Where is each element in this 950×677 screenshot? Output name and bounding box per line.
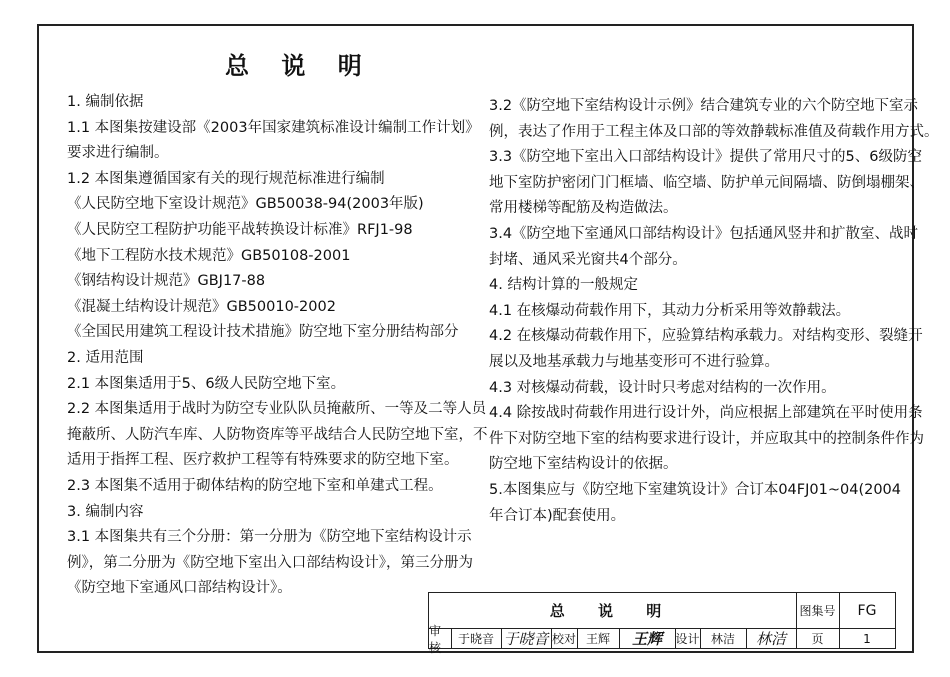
text-line: 例，表达了作用于工程主体及口部的等效静载标准值及荷载作用方式。 [489,123,939,140]
text-line: 5.本图集应与《防空地下室建筑设计》合订本04FJ01~04(2004 [489,481,902,498]
text-line: 展以及地基承载力与地基变形可不进行验算。 [489,353,779,370]
text-line: 例》，第二分册为《防空地下室出入口部结构设计》，第三分册为 [67,554,473,571]
text-line: 地下室防护密闭门门框墙、临空墙、防护单元间隔墙、防倒塌棚架、 [489,174,924,191]
text-line: 3.4《防空地下室通风口部结构设计》包括通风竖井和扩散室、战时 [489,225,919,242]
reviewer-signature: 于晓音 [503,630,549,648]
atlas-no-label: 图集号 [799,604,836,618]
text-line: 件下对防空地下室的结构要求进行设计，并应取其中的控制条件作为 [489,430,924,447]
text-line: 1. 编制依据 [67,94,144,110]
title-block [428,592,896,655]
text-line: 《人民防空地下室设计规范》GB50038-94(2003年版) [67,196,424,213]
text-line: 3.1 本图集共有三个分册：第一分册为《防空地下室结构设计示 [67,529,472,546]
page-title: 总 说 明 [225,52,374,80]
designer-name: 林洁 [710,632,735,646]
text-line: 2. 适用范围 [67,349,144,366]
text-line: 4.2 在核爆动荷载作用下，应验算结构承载力。对结构变形、裂缝开 [489,328,923,345]
text-line: 封堵、通风采光窗共4个部分。 [489,251,687,268]
right-column [489,94,939,529]
text-line: 2.3 本图集不适用于砌体结构的防空地下室和单建式工程。 [67,477,443,494]
sheet-title: 总 说 明 [549,602,676,620]
text-line: 年合订本)配套使用。 [489,507,626,524]
text-line: 掩蔽所、人防汽车库、人防物资库等平战结合人民防空地下室，不 [67,426,488,443]
text-line: 2.2 本图集适用于战时为防空专业队队员掩蔽所、一等及二等人员 [67,401,487,418]
checker-name: 王辉 [585,632,610,646]
text-line: 《防空地下室通风口部结构设计》。 [67,580,292,597]
text-line: 4.1 在核爆动荷载作用下，其动力分析采用等效静载法。 [489,302,851,319]
text-line: 4. 结构计算的一般规定 [489,277,638,294]
page-number: 1 [863,631,871,646]
text-line: 4.3 对核爆动荷载，设计时只考虑对结构的一次作用。 [489,379,836,396]
reviewer-name: 于晓音 [457,632,494,646]
check-label: 校对 [551,632,576,646]
left-column [67,90,488,602]
text-line: 3.2《防空地下室结构设计示例》结合建筑专业的六个防空地下室示 [489,98,919,114]
atlas-no: FG [857,602,877,619]
page-label: 页 [811,632,824,646]
review-label: 审核 [429,623,442,655]
checker-signature: 王辉 [631,630,662,648]
text-line: 《混凝土结构设计规范》GB50010-2002 [67,298,336,315]
text-line: 4.4 除按战时荷载作用进行设计外，尚应根据上部建筑在平时使用条 [489,405,923,422]
text-line: 《人民防空工程防护功能平战转换设计标准》RFJ1-98 [67,221,413,238]
text-line: 1.1 本图集按建设部《2003年国家建筑标准设计编制工作计划》 [67,119,480,136]
designer-signature: 林洁 [755,630,786,648]
text-line: 常用楼梯等配筋及构造做法。 [489,200,678,217]
text-line: 2.1 本图集适用于5、6级人民防空地下室。 [67,375,346,392]
design-label: 设计 [675,632,700,646]
text-line: 3.3《防空地下室出入口部结构设计》提供了常用尺寸的5、6级防空 [489,149,923,166]
text-line: 要求进行编制。 [67,145,169,162]
text-line: 《钢结构设计规范》GBJ17-88 [67,273,266,290]
text-line: 3. 编制内容 [67,503,144,520]
text-line: 1.2 本图集遵循国家有关的现行规范标准进行编制 [67,170,385,187]
text-line: 防空地下室结构设计的依据。 [489,456,678,473]
text-line: 《地下工程防水技术规范》GB50108-2001 [67,247,351,264]
text-line: 《全国民用建筑工程设计技术措施》防空地下室分册结构部分 [67,324,459,341]
text-line: 适用于指挥工程、医疗救护工程等有特殊要求的防空地下室。 [67,452,459,469]
